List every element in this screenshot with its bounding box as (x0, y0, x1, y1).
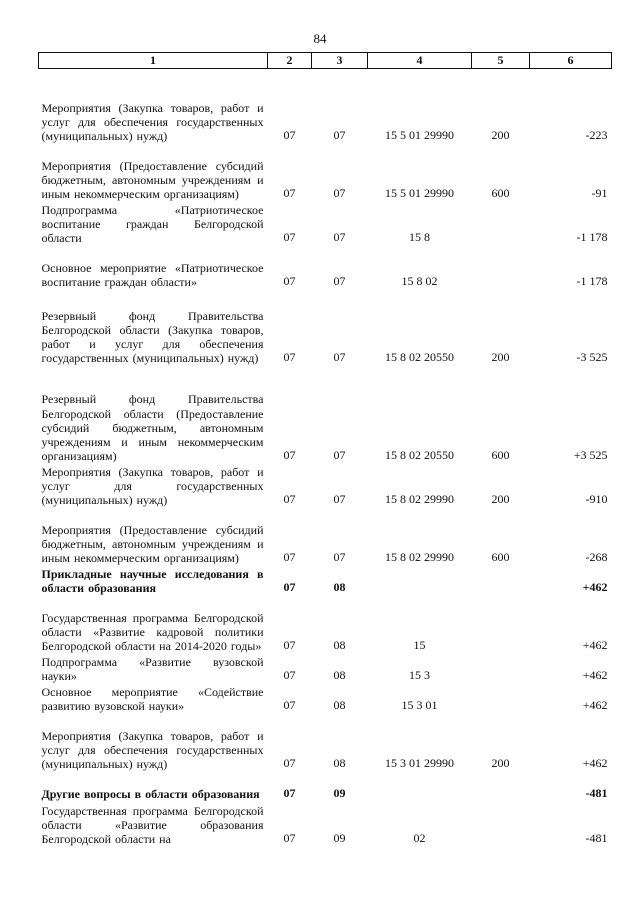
row-expense-type: 600 (491, 186, 510, 201)
row-amount: +462 (582, 698, 608, 713)
row-name: Государственная программа Белгородской области «Развитие кадровой политики Белгородской области на 2014-2020 годы» (41, 610, 264, 654)
table-row (39, 714, 612, 772)
row-expense-type (472, 202, 530, 246)
row-name: Мероприятия (Предоставление субсидий бюджетным, автономным учреждениям и иным некоммерческим организациям) (41, 158, 264, 202)
row-section: 07 (283, 831, 296, 846)
row-amount: -3 525 (576, 350, 608, 365)
header-cell: 2 (268, 53, 312, 69)
row-name: Мероприятия (Закупка товаров, работ и услуг для обеспечения государственных (муниципальных) нужд) (41, 728, 264, 772)
row-subsection: 07 (333, 448, 346, 463)
table-row (39, 684, 612, 714)
row-amount: -910 (585, 492, 608, 507)
row-section: 07 (283, 448, 296, 463)
row-target-article: 02 (413, 831, 426, 846)
row-target-article: 15 8 02 (401, 274, 438, 289)
table-row (39, 69, 612, 144)
row-target-article: 15 3 (409, 668, 430, 683)
row-section: 07 (283, 186, 296, 201)
row-target-article: 15 5 01 29990 (385, 186, 454, 201)
budget-table (38, 52, 612, 847)
row-expense-type: 200 (491, 350, 510, 365)
table-row (39, 566, 612, 596)
row-expense-type (472, 566, 530, 596)
row-name: Основное мероприятие «Патриотическое воспитание граждан области» (41, 261, 264, 290)
row-target-article: 15 (413, 638, 426, 653)
table-row (39, 290, 612, 366)
row-subsection: 08 (333, 580, 346, 595)
row-subsection: 09 (333, 831, 346, 846)
row-amount: -1 178 (576, 230, 608, 245)
row-section: 07 (283, 274, 296, 289)
row-name: Мероприятия (Закупка товаров, работ и услуг для государственных (муниципальных) нужд) (41, 464, 264, 508)
row-name: Другие вопросы в области образования (41, 787, 260, 802)
header-cell: 6 (530, 53, 612, 69)
header-cell: 1 (39, 53, 268, 69)
row-subsection: 09 (333, 786, 346, 801)
row-amount: -1 178 (576, 274, 608, 289)
row-name: Прикладные научные исследования в области образования (41, 567, 264, 596)
row-target-article: 15 8 02 29990 (385, 550, 454, 565)
row-section: 07 (283, 638, 296, 653)
row-expense-type (472, 802, 530, 847)
row-name: Резервный фонд Правительства Белгородской области (Закупка товаров, работ и услуг для обеспечения государственных (муниципальных) нужд) (41, 308, 264, 366)
row-expense-type: 600 (491, 550, 510, 565)
row-name: Мероприятия (Закупка товаров, работ и услуг для обеспечения государственных (муниципальных) нужд) (41, 100, 264, 144)
row-section: 07 (283, 128, 296, 143)
table-row (39, 654, 612, 684)
row-target-article: 15 8 02 20550 (385, 448, 454, 463)
row-name: Мероприятия (Предоставление субсидий бюджетным, автономным учреждениям и иным некоммерческим организациям) (41, 522, 264, 566)
row-subsection: 07 (333, 128, 346, 143)
row-subsection: 08 (333, 698, 346, 713)
row-target-article: 15 8 02 20550 (385, 350, 454, 365)
row-target-article (368, 566, 472, 596)
row-subsection: 07 (333, 274, 346, 289)
table-row (39, 202, 612, 246)
row-subsection: 07 (333, 350, 346, 365)
row-expense-type (472, 246, 530, 290)
row-amount: +462 (582, 756, 608, 771)
row-target-article: 15 5 01 29990 (385, 128, 454, 143)
row-expense-type: 200 (491, 492, 510, 507)
row-expense-type (472, 596, 530, 654)
row-subsection: 08 (333, 756, 346, 771)
header-cell: 4 (368, 53, 472, 69)
row-subsection: 08 (333, 668, 346, 683)
row-section: 07 (283, 492, 296, 507)
row-expense-type (472, 684, 530, 714)
row-section: 07 (283, 756, 296, 771)
row-amount: -481 (585, 831, 608, 846)
table-row (39, 144, 612, 202)
row-section: 07 (283, 698, 296, 713)
table-row (39, 772, 612, 802)
row-expense-type: 600 (491, 448, 510, 463)
row-target-article: 15 8 02 29990 (385, 492, 454, 507)
row-amount: +462 (582, 580, 608, 595)
row-section: 07 (283, 230, 296, 245)
row-target-article: 15 8 (409, 230, 430, 245)
row-amount: +462 (582, 638, 608, 653)
table-row (39, 802, 612, 847)
row-name: Подпрограмма «Патриотическое воспитание граждан Белгородской области (41, 202, 264, 246)
row-name: Основное мероприятие «Содействие развитию вузовской науки» (41, 685, 264, 714)
row-name: Резервный фонд Правительства Белгородской области (Предоставление субсидий бюджетным, автономным учреждениям и иным некоммерческим организациям) (41, 392, 264, 464)
row-expense-type: 200 (491, 128, 510, 143)
row-subsection: 07 (333, 230, 346, 245)
row-subsection: 07 (333, 492, 346, 507)
row-target-article (368, 772, 472, 802)
row-section: 07 (283, 580, 296, 595)
table-row (39, 508, 612, 566)
row-amount: -268 (585, 550, 608, 565)
row-subsection: 08 (333, 638, 346, 653)
header-cell: 3 (312, 53, 368, 69)
page-number: 84 (313, 31, 327, 46)
row-amount: -481 (585, 786, 608, 801)
table-row (39, 246, 612, 290)
row-expense-type: 200 (491, 756, 510, 771)
table-row (39, 366, 612, 464)
row-section: 07 (283, 350, 296, 365)
row-target-article: 15 3 01 (401, 698, 438, 713)
table-row (39, 464, 612, 508)
row-expense-type (472, 654, 530, 684)
table-row (39, 596, 612, 654)
row-subsection: 07 (333, 550, 346, 565)
table-body (39, 69, 612, 847)
row-target-article: 15 3 01 29990 (385, 756, 454, 771)
row-amount: +3 525 (573, 448, 608, 463)
row-expense-type (472, 772, 530, 802)
row-amount: -91 (591, 186, 608, 201)
row-name: Подпрограмма «Развитие вузовской науки» (41, 655, 264, 684)
table-header (39, 53, 612, 69)
row-name: Государственная программа Белгородской области «Развитие образования Белгородской области на (41, 803, 264, 847)
header-cell: 5 (472, 53, 530, 69)
row-amount: +462 (582, 668, 608, 683)
row-section: 07 (283, 786, 296, 801)
row-section: 07 (283, 550, 296, 565)
row-subsection: 07 (333, 186, 346, 201)
row-amount: -223 (585, 128, 608, 143)
row-section: 07 (283, 668, 296, 683)
